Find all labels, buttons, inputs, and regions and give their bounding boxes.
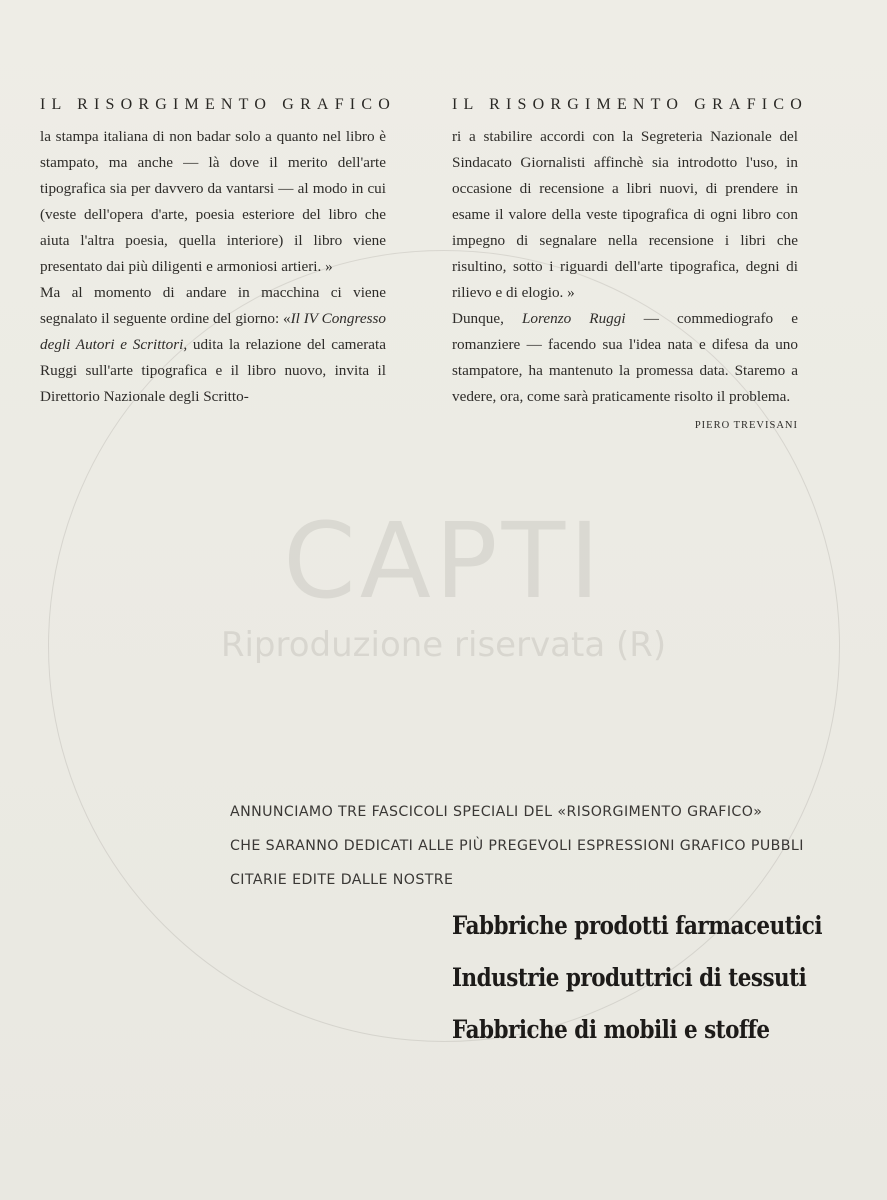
left-paragraph-2 (40, 280, 386, 410)
right-p2-end: — commediografo e romanziere — facendo sua l'idea nata e difesa da uno stampatore, ha mantenuto la promessa data. Staremo a vedere, ora, come sarà praticamente risolto il problema. (452, 310, 798, 405)
running-header-left: IL RISORGIMENTO GRAFICO (40, 96, 396, 113)
right-paragraph-1: ri a stabilire accordi con la Segreteria Nazionale del Sindacato Giornalisti affinchè sia introdotto l'uso, in occasione di recensione a libri nuovi, di prendere in esame il valore della veste tipografica di ogni libro con impegno di segnalare nella recensione i libri che risultino, sotto i riguardi dell'arte tipografica, degni di rilievo e di elogio. » (452, 128, 798, 301)
right-paragraph-2 (452, 306, 798, 431)
announcement-line-1: ANNUNCIAMO TRE FASCICOLI SPECIALI DEL «RISORGIMENTO GRAFICO» (230, 804, 763, 820)
author-signature: PIERO TREVISANI (694, 420, 798, 431)
category-item: Industrie produttrici di tessuti (452, 963, 807, 992)
left-p2-italic: Il IV Congresso degli Autori e Scrittori, (40, 310, 386, 353)
right-column (452, 96, 808, 439)
right-p2-start: Dunque, (452, 310, 522, 327)
announcement-line-3: CITARIE EDITE DALLE NOSTRE (230, 872, 454, 888)
left-paragraph-1: la stampa italiana di non badar solo a quanto nel libro è stampato, ma anche — là dove il merito dell'arte tipografica sia per davvero da vantarsi — al modo in cui (veste dell'opera d'arte, poesia esteriore del libro che aiuta l'altra poesia, quella interiore) il libro viene presentato dai più diligenti e armoniosi artieri. » (40, 128, 386, 275)
right-column-text (452, 124, 798, 431)
left-p2-start: Ma al momento di andare in macchina ci viene segnalato il seguente ordine del giorno: « (40, 284, 386, 327)
announcement-line-2: CHE SARANNO DEDICATI ALLE PIÙ PREGEVOLI ESPRESSIONI GRAFICO PUBBLI (230, 838, 804, 854)
left-column (40, 96, 396, 410)
category-list (452, 900, 823, 1056)
running-header-right: IL RISORGIMENTO GRAFICO (452, 96, 808, 113)
right-p2-italic: Lorenzo Ruggi (521, 310, 626, 327)
watermark-text: Riproduzione riservata (R) (220, 625, 667, 665)
left-p2-end: udita la relazione del camerata Ruggi sull'arte tipografica e il libro nuovo, invita il Direttorio Nazionale degli Scritto- (40, 336, 386, 405)
watermark-logo: CAPTI (283, 500, 604, 622)
category-item: Fabbriche di mobili e stoffe (452, 1015, 770, 1044)
left-column-text (40, 124, 386, 410)
category-item: Fabbriche prodotti farmaceutici (452, 911, 823, 940)
announcement (230, 795, 805, 897)
